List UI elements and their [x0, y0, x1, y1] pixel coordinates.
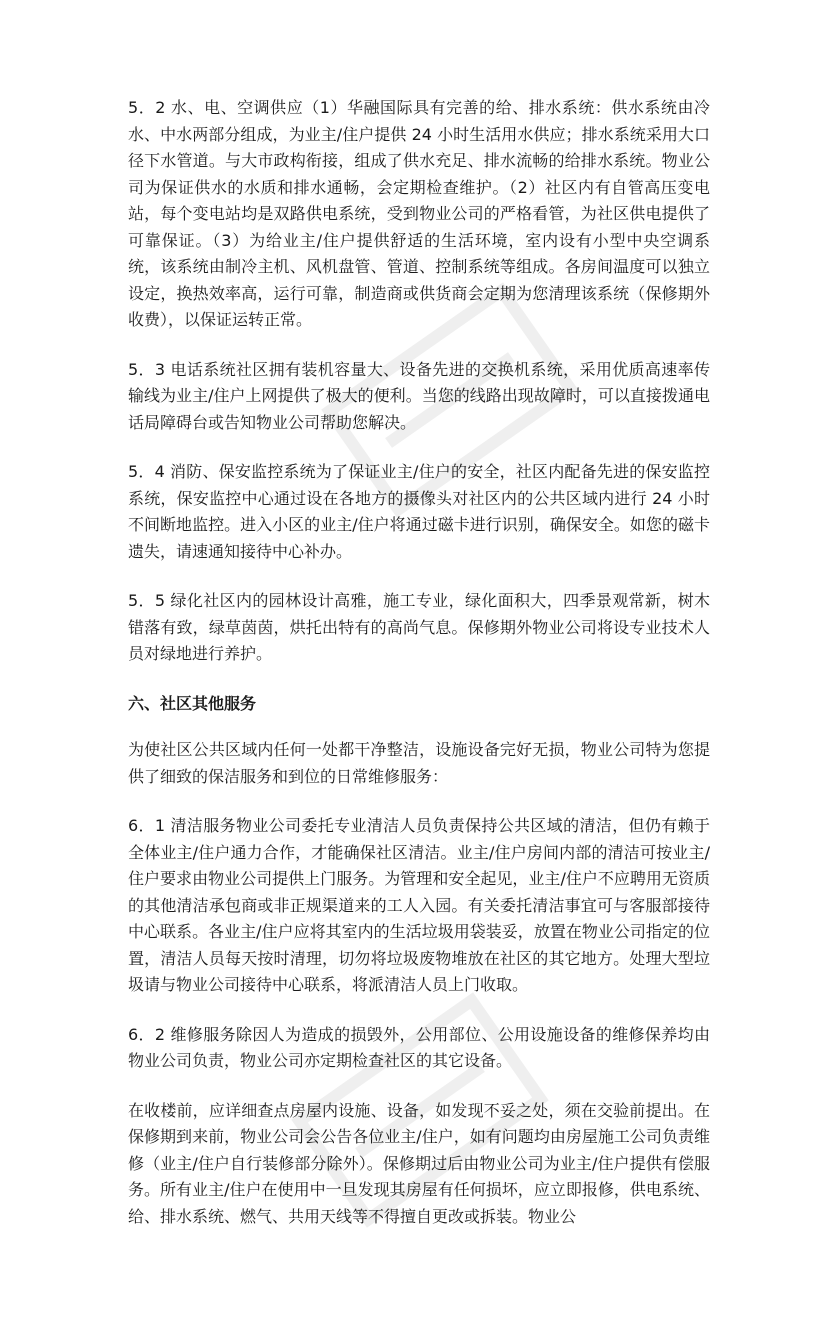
paragraph-5-3: 5．3 电话系统社区拥有装机容量大、设备先进的交换机系统，采用优质高速率传输线为业主/住户上网提供了极大的便利。当您的线路出现故障时，可以直接拨通电话局障碍台或告知物业公司帮助您解决。 [128, 359, 710, 432]
paragraph-5-2: 5．2 水、电、空调供应（1）华融国际具有完善的给、排水系统：供水系统由冷水、中水两部分组成，为业主/住户提供 24 小时生活用水供应；排水系统采用大口径下水管道。与大市政构衔接，组成了供水充足、排水流畅的给排水系统。物业公司为保证供水的水质和排水通畅，会定期检查维护。（2）社区内有自管高压变电站，每个变电站均是双路供电系统，受到物业公司的严格看管，为社区供电提供了可靠保证。（3）为给业主/住户提供舒适的生活环境，室内设有小型中央空调系统，该系统由制冷主机、风机盘管、管道、控制系统等组成。各房间温度可以独立设定，换热效率高，运行可靠，制造商或供货商会定期为您清理该系统（保修期外收费），以保证运转正常。 [128, 98, 710, 329]
paragraph-5-5: 5．5 绿化社区内的园林设计高雅，施工专业，绿化面积大，四季景观常新，树木错落有致，绿草茵茵，烘托出特有的高尚气息。保修期外物业公司将设专业技术人员对绿地进行养护。 [128, 591, 710, 663]
paragraph-5-4: 5．4 消防、保安监控系统为了保证业主/住户的安全，社区内配备先进的保安监控系统，保安监控中心通过设在各地方的摄像头对社区内的公共区域内进行 24 小时不间断地监控。进入小区的业主/住户将通过磁卡进行识别，确保安全。如您的磁卡遗失，请速通知接待中心补办。 [128, 462, 710, 561]
document-body [128, 95, 710, 1253]
section-heading-6: 六、社区其他服务 [128, 693, 257, 713]
paragraph-6-2: 6．2 维修服务除因人为造成的损毁外，公用部位、公用设施设备的维修保养均由物业公司负责，物业公司亦定期检查社区的其它设备。 [128, 1024, 710, 1070]
paragraph-6-1: 6．1 清洁服务物业公司委托专业清洁人员负责保持公共区域的清洁，但仍有赖于全体业主/住户通力合作，才能确保社区清洁。业主/住户房间内部的清洁可按业主/住户要求由物业公司提供上门服务。为管理和安全起见，业主/住户不应聘用无资质的其他清洁承包商或非正规渠道来的工人入园。有关委托清洁事宜可与客服部接待中心联系。各业主/住户应将其室内的生活垃圾用袋装妥，放置在物业公司指定的位置，清洁人员每天按时清理，切勿将垃圾废物堆放在社区的其它地方。处理大型垃圾请与物业公司接待中心联系，将派清洁人员上门收取。 [128, 816, 710, 994]
paragraph-6-3: 在收楼前，应详细查点房屋内设施、设备，如发现不妥之处，须在交验前提出。在保修期到来前，物业公司会公告各位业主/住户，如有问题均由房屋施工公司负责维修（业主/住户自行装修部分除外）。保修期过后由物业公司为业主/住户提供有偿服务。所有业主/住户在使用中一旦发现其房屋有任何损坏，应立即报修，供电系统、给、排水系统、燃气、共用天线等不得擅自更改或拆装。物业公 [128, 1100, 710, 1226]
paragraph-6-intro: 为使社区公共区域内任何一处都干净整洁，设施设备完好无损，物业公司特为您提供了细致的保洁服务和到位的日常维修服务： [128, 740, 710, 786]
